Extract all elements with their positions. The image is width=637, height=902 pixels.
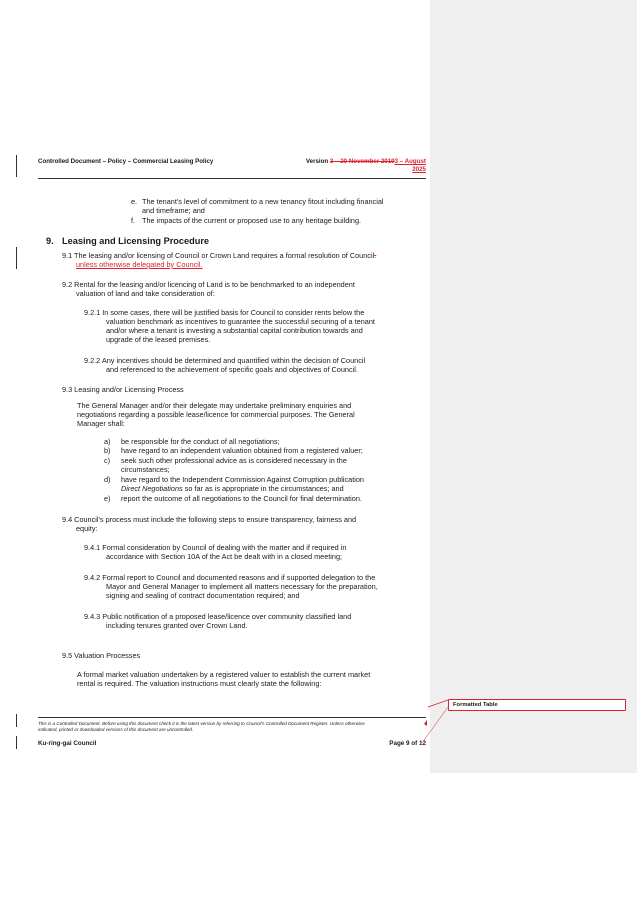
deleted-text: . — [374, 251, 377, 260]
version-deleted: 3 – 20 November 2019 — [329, 158, 395, 165]
list-item-text: The impacts of the current or proposed use to any heritage building. — [142, 216, 362, 225]
header-title: Controlled Document – Policy – Commercial Leasing Policy — [38, 158, 214, 165]
footer-note: This is a Controlled Document. Before using this document check it is the latest version by referring to Council's Controlled Document Register. Unless otherwise — [38, 721, 365, 726]
paragraph-9-1 — [62, 251, 376, 260]
footer-change-bar — [16, 736, 17, 749]
markup-pane — [430, 0, 637, 773]
paragraph-9-2-line: valuation of land and take consideration of: — [76, 289, 215, 298]
subsection-heading: 9.5 Valuation Processes — [62, 651, 141, 660]
paragraph-9-4-line: equity: — [76, 524, 98, 533]
paragraph-9-3-line: The General Manager and/or their delegate may undertake preliminary enquiries and — [77, 401, 352, 410]
subsection-heading: 9.3 Leasing and/or Licensing Process — [62, 385, 184, 394]
comment-balloon-formatted-table[interactable] — [448, 699, 626, 711]
paragraph-9-4-2-line: 9.4.2 Formal report to Council and documented reasons and if supported delegation to the — [84, 573, 376, 582]
paragraph-9-1-text: 9.1 The leasing and/or licensing of Council or Crown Land requires a formal resolution of Council — [62, 251, 375, 260]
list-item-label: d) — [104, 475, 111, 484]
section-number: 9. — [46, 236, 54, 246]
paragraph-9-4-3-line: including tenures granted over Crown Land. — [106, 621, 248, 630]
paragraph-9-4-line: 9.4 Council's process must include the following steps to ensure transparency, fairness and — [62, 515, 357, 524]
footer-rule — [38, 717, 426, 718]
list-item-label: f. — [131, 216, 136, 225]
version-label: Version — [305, 158, 330, 165]
paragraph-change-bar — [16, 247, 17, 269]
header-change-bar — [16, 155, 17, 177]
paragraph-9-2-1-line: valuation benchmark as incentives to guarantee the successful securing of a tenant — [106, 317, 375, 326]
paragraph-9-4-3-line: 9.4.3 Public notification of a proposed lease/licence over community classified land — [84, 612, 352, 621]
list-item-label: c) — [104, 456, 111, 465]
paragraph-9-3-line: negotiations regarding a possible lease/licence for commercial purposes. The General — [77, 410, 355, 419]
paragraph-9-2-1-line: 9.2.1 In some cases, there will be justified basis for Council to consider rents below the — [84, 308, 365, 317]
paragraph-9-5-line: rental is required. The valuation instructions must clearly state the following: — [77, 679, 322, 688]
footer-change-bar — [16, 714, 17, 727]
page-number: Page 9 of 12 — [389, 740, 426, 747]
list-item-label: b) — [104, 446, 111, 455]
list-item-text: seek such other professional advice as is considered necessary in the — [121, 456, 347, 465]
list-item-label: e) — [104, 494, 111, 503]
paragraph-9-4-1-line: accordance with Section 10A of the Act be dealt with in a closed meeting; — [106, 552, 343, 561]
footer-note: indicated, printed or downloaded versions of this document are uncontrolled. — [38, 727, 194, 732]
list-item-text: have regard to the Independent Commission Against Corruption publication — [121, 475, 364, 484]
list-item-text: circumstances; — [121, 465, 170, 474]
list-item-text-rest: so far as is appropriate in the circumstances; and — [182, 484, 344, 493]
list-item-text: The tenant's level of commitment to a new tenancy fitout including financial — [142, 197, 384, 206]
paragraph-9-2-2-line: and referenced to the achievement of specific goals and objectives of Council. — [106, 365, 358, 374]
paragraph-9-2-1-line: upgrade of the leased premises. — [106, 335, 211, 344]
publication-title: Direct Negotiations — [121, 484, 183, 493]
inserted-text: unless otherwise delegated by Council. — [76, 260, 203, 269]
paragraph-9-4-1-line: 9.4.1 Formal consideration by Council of dealing with the matter and if required in — [84, 543, 347, 552]
paragraph-9-3-line: Manager shall: — [77, 419, 125, 428]
list-item-text: report the outcome of all negotiations to the Council for final determination. — [121, 494, 362, 503]
list-item-label: e. — [131, 197, 138, 206]
section-title: Leasing and Licensing Procedure — [62, 236, 210, 246]
header-rule — [38, 178, 426, 179]
list-item-text: and timeframe; and — [142, 206, 205, 215]
list-item-text: have regard to an independent valuation obtained from a registered valuer; — [121, 446, 363, 455]
version-inserted-year: 2025 — [412, 166, 426, 173]
paragraph-9-2-2-line: 9.2.2 Any incentives should be determined and quantified within the decision of Council — [84, 356, 366, 365]
list-item-text: be responsible for the conduct of all negotiations; — [121, 437, 280, 446]
paragraph-9-5-line: A formal market valuation undertaken by a registered valuer to establish the current market — [77, 670, 371, 679]
paragraph-9-2-1-line: and/or where a tenant is investing a substantial capital contribution towards and — [106, 326, 363, 335]
header-version — [286, 158, 426, 165]
footer-organisation: Ku-ring-gai Council — [38, 740, 97, 747]
list-item-label: a) — [104, 437, 111, 446]
paragraph-9-2-line: 9.2 Rental for the leasing and/or licencing of Land is to be benchmarked to an independent — [62, 280, 355, 289]
paragraph-9-4-2-line: Mayor and General Manager to implement all matters necessary for the preparation, — [106, 582, 378, 591]
comment-label: Formatted Table — [453, 702, 498, 708]
paragraph-9-4-2-line: signing and sealing of contract documentation required; and — [106, 591, 300, 600]
list-item-text — [121, 484, 344, 493]
version-inserted: 3 – August — [394, 158, 426, 165]
